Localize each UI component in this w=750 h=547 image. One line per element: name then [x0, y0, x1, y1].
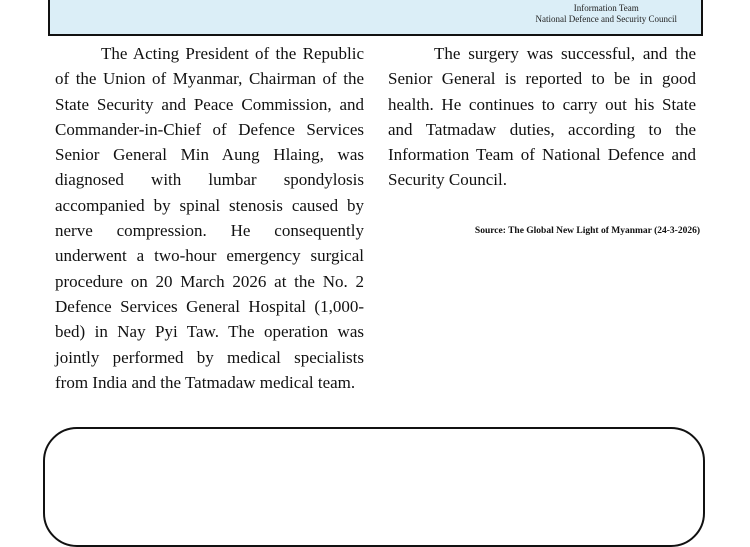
next-section-frame: [43, 427, 705, 547]
source-citation: Source: The Global New Light of Myanmar (24-3-2026): [474, 226, 700, 236]
credit-team: Information Team: [573, 3, 639, 13]
article-paragraph-2: The surgery was successful, and the Senior General is reported to be in good health. He continues to carry out his State and Tatmadaw duties, according to the Information Team of National Defence and Security Council.: [388, 44, 696, 190]
article-column-left: [55, 41, 364, 395]
article-column-right: [388, 41, 696, 193]
header-panel: [48, 0, 703, 36]
credit-council: National Defence and Security Council: [535, 14, 677, 24]
article-paragraph-1: The Acting President of the Republic of the Union of Myanmar, Chairman of the State Security and Peace Commission, and Commander-in-Chief of Defence Services Senior General Min Aung Hlaing, was diagnosed with lumbar spondylosis accompanied by spinal stenosis caused by nerve compression. He consequently underwent a two-hour emergency surgical procedure on 20 March 2026 at the No. 2 Defence Services General Hospital (1,000-bed) in Nay Pyi Taw. The operation was jointly performed by medical specialists from India and the Tatmadaw medical team.: [55, 44, 364, 392]
credit-block: [536, 3, 677, 25]
